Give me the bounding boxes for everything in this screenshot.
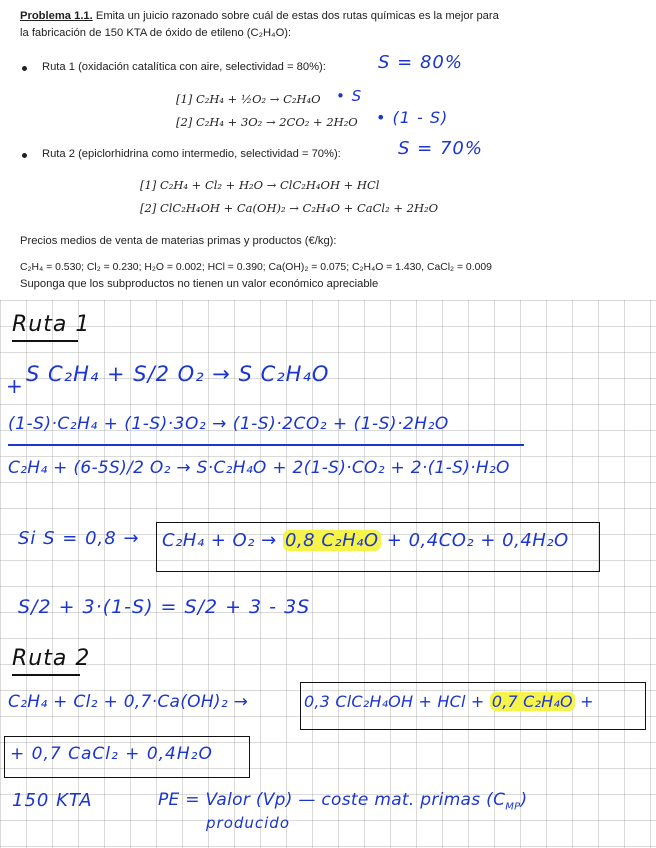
problem-intro-line2: la fabricación de 150 KTA de óxido de etileno (C₂H₄O): bbox=[20, 27, 292, 39]
highlight-product-ruta1: 0,8 C₂H₄O bbox=[284, 530, 379, 551]
hw-line-1: S C₂H₄ + S/2 O₂ → S C₂H₄O bbox=[26, 362, 330, 386]
hw-line-4-boxed bbox=[162, 530, 569, 551]
route1-eq1-annotation: • S bbox=[336, 87, 363, 105]
hw-line-6-part-a: 0,3 ClC₂H₄OH + HCl + bbox=[304, 692, 490, 711]
route1-equation-1: [1] C₂H₄ + ½O₂ → C₂H₄O bbox=[176, 92, 321, 106]
hw-line-2: (1-S)·C₂H₄ + (1-S)·3O₂ → (1-S)·2CO₂ + (1-S)·2H₂O bbox=[8, 414, 449, 434]
highlight-product-ruta2: 0,7 C₂H₄O bbox=[491, 692, 573, 711]
hw-line-4-prefix: Si S = 0,8 → bbox=[18, 528, 140, 549]
hw-line-6-boxed bbox=[304, 692, 594, 711]
prices-label: Precios medios de venta de materias primas y productos (€/kg): bbox=[20, 235, 337, 247]
bullet-route2 bbox=[22, 153, 27, 158]
hw-line-4-part-a: C₂H₄ + O₂ → bbox=[162, 530, 283, 551]
ruta1-heading-underline bbox=[12, 340, 78, 342]
hw-line-3: C₂H₄ + (6-5S)/2 O₂ → S·C₂H₄O + 2(1-S)·CO₂ + 2·(1-S)·H₂O bbox=[8, 458, 510, 478]
hw-line-5: S/2 + 3·(1-S) = S/2 + 3 - 3S bbox=[18, 596, 311, 618]
route1-eq2-annotation: • (1 - S) bbox=[376, 108, 449, 127]
hw-line-7: + 0,7 CaCl₂ + 0,4H₂O bbox=[10, 744, 213, 764]
route2-selectivity-note: S = 70% bbox=[398, 138, 483, 159]
route1-selectivity-note: S = 80% bbox=[378, 52, 463, 73]
problem-title: Problema 1.1. bbox=[20, 10, 93, 22]
problem-statement bbox=[0, 0, 656, 300]
route2-equation-2: [2] ClC₂H₄OH + Ca(OH)₂ → C₂H₄O + CaCl₂ + 2H₂O bbox=[140, 201, 439, 215]
problem-note: Suponga que los subproductos no tienen un valor económico apreciable bbox=[20, 278, 379, 290]
route1-equation-2: [2] C₂H₄ + 3O₂ → 2CO₂ + 2H₂O bbox=[176, 115, 358, 129]
ruta1-heading: Ruta 1 bbox=[12, 312, 91, 337]
problem-intro-line1: Emita un juicio razonado sobre cuál de estas dos rutas químicas es la mejor para bbox=[92, 10, 499, 22]
hw-line-8-under: producido bbox=[206, 814, 291, 832]
hw-line-8-subscript: MP bbox=[505, 801, 521, 813]
hw-line-6-part-b: + bbox=[574, 692, 594, 711]
route2-equation-1: [1] C₂H₄ + Cl₂ + H₂O → ClC₂H₄OH + HCl bbox=[140, 178, 380, 192]
ruta2-heading-underline bbox=[12, 674, 80, 676]
bullet-route1 bbox=[22, 66, 27, 71]
hw-line-8-main: PE = Valor (Vp) — coste mat. primas (C bbox=[158, 790, 506, 810]
route1-label: Ruta 1 (oxidación catalítica con aire, selectividad = 80%): bbox=[42, 61, 326, 73]
hw-line-8-kta: 150 KTA bbox=[12, 790, 93, 811]
hw-line-8-formula bbox=[158, 790, 527, 812]
problem-heading bbox=[20, 10, 499, 22]
prices-list: C₂H₄ = 0.530; Cl₂ = 0.230; H₂O = 0.002; HCl = 0.390; Ca(OH)₂ = 0.075; C₂H₄O = 1.430, CaCl₂ = 0.009 bbox=[20, 262, 492, 273]
hw-line-4-part-b: + 0,4CO₂ + 0,4H₂O bbox=[380, 530, 569, 551]
route2-label: Ruta 2 (epiclorhidrina como intermedio, selectividad = 70%): bbox=[42, 148, 341, 160]
ruta2-heading: Ruta 2 bbox=[12, 646, 91, 671]
hw-line-8-close: ) bbox=[520, 790, 528, 810]
plus-sign: + bbox=[6, 374, 24, 398]
sum-line bbox=[8, 444, 524, 446]
hw-line-6-left: C₂H₄ + Cl₂ + 0,7·Ca(OH)₂ → bbox=[8, 692, 249, 712]
